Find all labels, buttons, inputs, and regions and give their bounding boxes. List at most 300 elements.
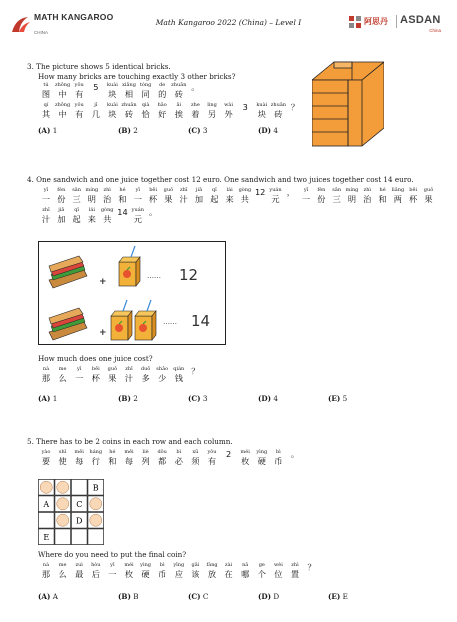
grid-label: B <box>92 483 99 493</box>
pinyin: hòu <box>91 562 101 568</box>
pinyin: zhī <box>179 187 188 193</box>
pinyin-char <box>55 562 71 580</box>
pinyin-char <box>145 207 161 218</box>
hanzi: ？ <box>290 102 300 112</box>
choice-value: D <box>273 592 280 601</box>
hanzi: 有 <box>207 456 217 466</box>
hanzi: 好 <box>158 109 167 119</box>
hanzi: 后 <box>91 569 100 579</box>
pinyin: kuài <box>256 102 268 108</box>
juice-box-icon-3 <box>135 300 156 340</box>
question-text <box>27 62 235 72</box>
question-text-en: There has to be 2 coins in each row and each column. <box>36 437 233 446</box>
choice-value: 3 <box>202 394 208 403</box>
grid-cell <box>88 529 104 545</box>
pinyin-char <box>237 187 253 205</box>
question-text-en-2: How many bricks are touching exactly 3 other bricks? <box>38 72 236 81</box>
pinyin: xū <box>192 449 199 455</box>
pinyin: bēi <box>409 187 418 193</box>
pinyin-char <box>55 449 71 467</box>
pinyin-char <box>204 562 220 580</box>
hanzi: 来 <box>87 214 96 224</box>
pinyin: yī <box>303 187 309 193</box>
pinyin-char <box>71 102 87 120</box>
pinyin-char <box>88 449 104 467</box>
grid-label: A <box>43 499 50 509</box>
hanzi: 中 <box>58 109 67 119</box>
choice-letter: (B) <box>118 394 131 403</box>
pinyin-char <box>121 449 137 467</box>
pinyin-char <box>206 187 222 205</box>
pinyin-char <box>191 187 207 205</box>
pinyin: zhì <box>363 187 372 193</box>
pinyin-char <box>237 102 253 113</box>
hanzi: 个 <box>257 569 266 579</box>
pinyin: gòng <box>238 187 252 193</box>
pinyin: yī <box>135 187 141 193</box>
pinyin: yǒu <box>74 82 84 88</box>
plus-sign-2: + <box>99 328 107 338</box>
pinyin: fèn <box>57 187 66 193</box>
pinyin-char <box>55 82 71 100</box>
choice-letter: (C) <box>188 592 201 601</box>
pinyin: dōu <box>157 449 167 455</box>
choice-letter: (D) <box>258 126 272 135</box>
pinyin: fàng <box>206 562 218 568</box>
question-3 <box>27 62 300 138</box>
pinyin: yào <box>41 449 51 455</box>
grid-label: C <box>76 499 83 509</box>
hanzi: ？ <box>191 366 200 376</box>
hanzi: 汁 <box>124 373 134 383</box>
pinyin: jiā <box>58 207 65 213</box>
hanzi: 那 <box>41 373 51 383</box>
hanzi: 币 <box>158 569 167 579</box>
answer-choice[interactable] <box>118 126 138 135</box>
hanzi: 另 <box>207 109 217 119</box>
pinyin: jiā <box>195 187 203 193</box>
pinyin-char <box>71 366 87 384</box>
pinyin: lái <box>88 207 95 213</box>
pinyin: bì <box>159 562 165 568</box>
pinyin-char <box>287 449 303 460</box>
pinyin-char <box>204 449 220 467</box>
choice-value: 5 <box>342 394 348 403</box>
choice-value: B <box>133 592 139 601</box>
choice-letter: (C) <box>188 126 201 135</box>
pinyin: me <box>58 562 67 568</box>
hanzi: 硬 <box>141 569 150 579</box>
hanzi: 三 <box>72 194 81 204</box>
pinyin-char <box>176 187 192 205</box>
hanzi: 在 <box>224 569 233 579</box>
hanzi: 须 <box>191 456 200 466</box>
pinyin: kuài <box>106 102 118 108</box>
question-number: 4. <box>27 175 34 184</box>
hanzi: 必 <box>174 456 183 466</box>
hanzi: 列 <box>141 456 150 466</box>
choice-value: 4 <box>273 394 278 403</box>
pinyin: qí <box>43 102 49 108</box>
pinyin: qǐ <box>211 187 217 193</box>
pinyin-line <box>38 187 434 207</box>
pinyin-char <box>154 102 170 120</box>
hanzi: 每 <box>75 456 84 466</box>
pinyin-char <box>187 449 203 467</box>
asdan-logo <box>348 14 443 36</box>
hanzi: 块 <box>108 109 117 119</box>
pinyin-char <box>405 187 421 205</box>
pinyin-char <box>171 562 187 580</box>
hanzi: 加 <box>57 214 66 224</box>
pinyin-char <box>160 187 176 205</box>
pinyin-char <box>71 82 87 100</box>
hanzi: 共 <box>240 194 249 204</box>
math-kangaroo-logo-sub: CHINA <box>34 30 49 35</box>
coin-icon <box>57 498 69 510</box>
pinyin-char <box>53 187 69 205</box>
asdan-logo-cn: 阿思丹 <box>364 17 388 26</box>
pinyin: hé <box>379 187 386 193</box>
choice-value: E <box>342 592 348 601</box>
pinyin-char <box>237 562 253 580</box>
pinyin-char <box>171 449 187 467</box>
pinyin-char <box>104 102 120 120</box>
pinyin-char <box>104 82 120 100</box>
pinyin: zhōng <box>54 102 71 108</box>
coin-icon <box>57 514 69 526</box>
answer-choices <box>38 592 348 604</box>
answer-choice[interactable] <box>188 394 207 403</box>
answer-choice[interactable] <box>38 126 57 135</box>
pinyin-char <box>71 562 87 580</box>
pinyin-char <box>252 187 268 198</box>
question-5-part-2 <box>27 550 348 604</box>
choice-letter: (E) <box>328 394 341 403</box>
pinyin: guǒ <box>107 366 118 372</box>
hanzi: 杯 <box>91 373 100 383</box>
pinyin-char <box>38 82 54 100</box>
pinyin-char <box>104 562 120 580</box>
pinyin-line <box>38 366 200 386</box>
hanzi: 果 <box>164 194 173 204</box>
coin-icon <box>40 481 52 493</box>
pinyin: liǎng <box>391 187 405 193</box>
pinyin-char <box>138 562 154 580</box>
hanzi: 那 <box>41 569 51 579</box>
pinyin: háng <box>89 449 103 455</box>
hanzi: 汁 <box>179 194 188 204</box>
pinyin-char <box>221 449 237 460</box>
pinyin: gòng <box>100 207 114 213</box>
answer-choice[interactable] <box>258 126 278 135</box>
pinyin: zhì <box>291 562 299 568</box>
pinyin-char <box>270 562 286 580</box>
asdan-emblem-icon <box>348 15 362 29</box>
pinyin-char <box>38 187 54 205</box>
pinyin-char <box>329 187 345 205</box>
hanzi: 12 <box>254 187 266 197</box>
answer-choice[interactable] <box>38 394 57 403</box>
pinyin-char <box>237 449 253 467</box>
hanzi: 恰 <box>141 109 150 119</box>
pinyin-char <box>171 366 187 384</box>
hanzi: 同 <box>141 89 150 99</box>
pinyin: nǎ <box>242 562 249 568</box>
pinyin-char <box>115 207 131 218</box>
pinyin-char <box>270 449 286 467</box>
pinyin: méi <box>124 562 134 568</box>
pinyin: zhì <box>103 187 111 193</box>
logo-divider <box>396 15 397 28</box>
plus-sign: + <box>99 277 107 287</box>
pinyin-char <box>145 187 161 205</box>
pinyin: yī <box>110 562 115 568</box>
hanzi: 砖 <box>124 109 134 119</box>
choice-letter: (A) <box>38 126 51 135</box>
pinyin: hé <box>109 449 116 455</box>
pinyin-line <box>38 82 235 102</box>
pinyin: bì <box>176 449 182 455</box>
pinyin-char <box>104 366 120 384</box>
pinyin-char <box>254 102 270 120</box>
pinyin: yuán <box>269 187 282 193</box>
pinyin-char <box>298 187 314 205</box>
price-12: 12 <box>179 266 199 284</box>
hanzi: 硬 <box>257 456 266 466</box>
hanzi: 每 <box>124 456 134 466</box>
juice-box-icon <box>119 246 140 286</box>
answer-choice[interactable] <box>118 592 138 601</box>
pinyin-char <box>38 562 54 580</box>
hanzi: 元 <box>133 214 142 224</box>
pinyin-char <box>55 102 71 120</box>
pinyin: fèn <box>317 187 326 193</box>
question-number: 3. <box>27 62 34 71</box>
grid-cell <box>71 529 87 545</box>
answer-choice[interactable] <box>38 592 58 601</box>
hanzi: 一 <box>301 194 311 204</box>
question-text-en: One sandwich and one juice together cost 12 euro. One sandwich and two juices together cost 14 euro. <box>36 175 414 184</box>
hanzi: 块 <box>257 109 266 119</box>
hanzi: 起 <box>210 194 219 204</box>
hanzi: 14 <box>117 207 128 217</box>
pinyin: zhōng <box>54 82 71 88</box>
pinyin: shǐ <box>58 449 67 455</box>
pinyin-char <box>287 102 303 113</box>
hanzi: 几 <box>91 109 100 119</box>
pinyin-char <box>154 82 170 100</box>
hanzi: 加 <box>194 194 204 204</box>
hanzi: 2 <box>225 449 232 459</box>
pinyin-char <box>222 187 238 205</box>
hanzi: 果 <box>424 194 433 204</box>
answer-choice[interactable] <box>258 592 279 601</box>
hanzi: 哪 <box>241 569 250 579</box>
pinyin-char <box>121 102 137 120</box>
sandwich-juice-drawing <box>39 242 225 344</box>
hanzi: 。 <box>191 82 200 92</box>
pinyin: xiāng <box>122 82 136 88</box>
pinyin: guǒ <box>163 187 174 193</box>
pinyin: qián <box>173 366 185 372</box>
choice-letter: (C) <box>188 394 201 403</box>
pinyin-char <box>38 102 54 120</box>
pinyin: hé <box>119 187 126 193</box>
hanzi: 治 <box>363 194 372 204</box>
pinyin: sān <box>332 187 342 193</box>
pinyin: zhuān <box>270 102 287 108</box>
choice-value: 1 <box>52 394 58 403</box>
pinyin: bēi <box>91 366 100 372</box>
sandwich-icon-2 <box>49 308 87 340</box>
answer-choice[interactable] <box>118 394 138 403</box>
hanzi: 枚 <box>241 456 250 466</box>
hanzi: 要 <box>41 456 51 466</box>
price-14: 14 <box>191 312 211 330</box>
choice-value: 3 <box>202 126 208 135</box>
pinyin: yǒu <box>74 102 84 108</box>
pinyin: tóng <box>139 82 152 88</box>
hanzi: ？ <box>307 562 316 572</box>
pinyin-char <box>38 449 54 467</box>
pinyin-char <box>287 562 303 580</box>
choice-value: 4 <box>273 126 278 135</box>
pinyin-char <box>99 207 115 225</box>
question-4 <box>27 175 434 227</box>
dots: …… <box>147 272 161 280</box>
pinyin: hǎo <box>157 102 167 108</box>
pinyin-char <box>375 187 391 205</box>
hanzi: 多 <box>141 373 150 383</box>
choice-value: A <box>52 592 58 601</box>
hanzi: 一 <box>41 194 51 204</box>
pinyin-line <box>38 449 300 469</box>
choice-letter: (B) <box>118 126 131 135</box>
hanzi: 行 <box>91 456 100 466</box>
hanzi: 有 <box>75 109 84 119</box>
pinyin-char <box>421 187 437 205</box>
pinyin-char <box>171 82 187 100</box>
answer-choice[interactable] <box>258 394 278 403</box>
question-number: 5. <box>27 437 34 446</box>
grid-cell <box>71 479 87 495</box>
pinyin-char <box>270 102 286 120</box>
hanzi: 放 <box>207 569 217 579</box>
pinyin: de <box>159 82 166 88</box>
hanzi: 砖 <box>274 109 283 119</box>
hanzi: 三 <box>332 194 341 204</box>
pinyin: qià <box>141 102 150 108</box>
choice-value: 2 <box>133 126 138 135</box>
hanzi: 3 <box>242 102 248 112</box>
pinyin-char <box>204 102 220 120</box>
hanzi: 置 <box>290 569 300 579</box>
pinyin-char <box>283 187 299 198</box>
pinyin: tú <box>43 82 49 88</box>
pinyin: liè <box>142 449 149 455</box>
hanzi: 有 <box>75 89 84 99</box>
grid-label: E <box>43 532 50 542</box>
hanzi: 最 <box>75 569 84 579</box>
pinyin: yìng <box>256 449 268 455</box>
hanzi: 币 <box>274 456 283 466</box>
pinyin-char <box>254 449 270 467</box>
hanzi: 相 <box>124 89 134 99</box>
pinyin-char <box>71 449 87 467</box>
hanzi: 位 <box>274 569 283 579</box>
hanzi: 明 <box>347 194 357 204</box>
question-text <box>27 437 233 447</box>
choice-letter: (B) <box>118 592 131 601</box>
pinyin-char <box>88 82 104 93</box>
answer-choice[interactable] <box>328 592 348 601</box>
hanzi: 果 <box>108 373 117 383</box>
pinyin-line <box>38 102 300 122</box>
answer-choice[interactable] <box>188 592 208 601</box>
pinyin-char <box>154 449 170 467</box>
hanzi: 外 <box>224 109 233 119</box>
pinyin-char <box>138 102 154 120</box>
pinyin: yī <box>76 366 82 372</box>
coin-grid-figure <box>38 479 104 545</box>
pinyin-char <box>88 562 104 580</box>
pinyin: shǎo <box>156 366 169 372</box>
pinyin: zhe <box>190 102 200 108</box>
answer-choice[interactable] <box>328 394 347 403</box>
pinyin-char <box>187 366 203 377</box>
pinyin: zhī <box>42 207 50 213</box>
answer-choice[interactable] <box>188 126 207 135</box>
pinyin: jǐ <box>94 102 98 108</box>
choice-value: 2 <box>133 394 138 403</box>
pinyin-char <box>359 187 375 205</box>
hanzi: 该 <box>191 569 200 579</box>
pinyin-char <box>88 102 104 120</box>
hanzi: 汁 <box>41 214 51 224</box>
pinyin-char <box>268 187 284 205</box>
pinyin: míng <box>345 187 359 193</box>
pinyin: sān <box>72 187 81 193</box>
pinyin-char <box>104 449 120 467</box>
hanzi: 中 <box>58 89 67 99</box>
pinyin: ge <box>258 562 265 568</box>
question-text <box>27 175 414 185</box>
hanzi: 5 <box>93 82 99 92</box>
pinyin-char <box>38 207 54 225</box>
coin-icon <box>57 481 69 493</box>
pinyin: qǐ <box>74 207 79 213</box>
math-kangaroo-logo-text: MATH KANGAROO <box>34 12 114 22</box>
hanzi: 使 <box>58 456 67 466</box>
dots-2: …… <box>163 318 177 326</box>
pinyin: kuài <box>106 82 118 88</box>
pinyin-char <box>171 102 187 120</box>
hanzi: 来 <box>225 194 234 204</box>
question-4-part-2 <box>27 354 348 406</box>
pinyin: měi <box>74 449 84 455</box>
pinyin-char <box>187 562 203 580</box>
pinyin: wèi <box>273 562 283 568</box>
hanzi: 一 <box>133 194 142 204</box>
pinyin: yī <box>43 187 49 193</box>
pinyin-char <box>69 187 85 205</box>
pinyin: yìng <box>140 562 152 568</box>
pinyin: zài <box>224 562 233 568</box>
pinyin: zhuān <box>171 82 187 88</box>
grid-cell <box>55 529 71 545</box>
pinyin: zhī <box>125 366 133 372</box>
